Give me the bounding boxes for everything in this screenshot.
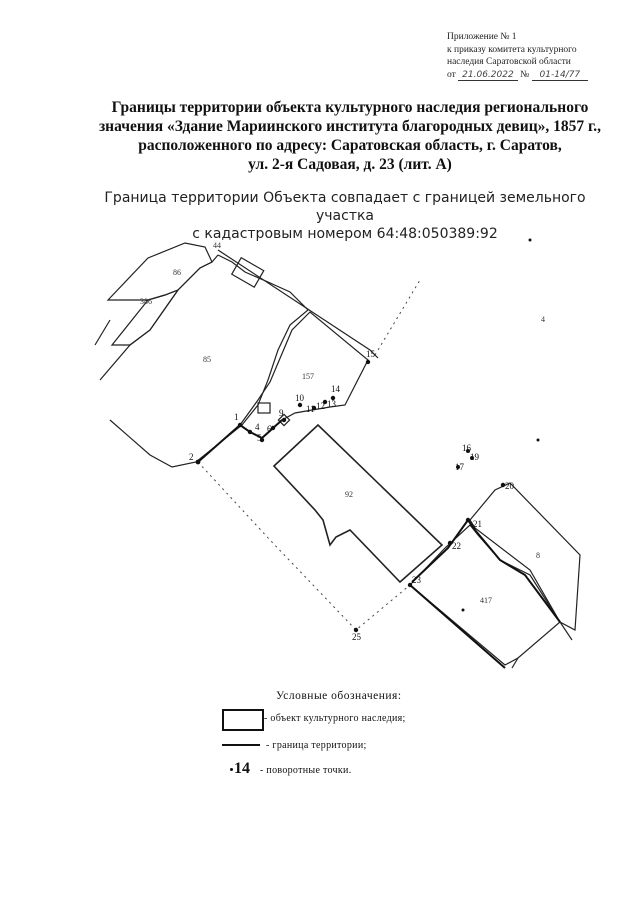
order-number: 01-14/77 <box>539 69 581 80</box>
point-label-15: 15 <box>366 349 375 359</box>
legend-point-symbol <box>230 760 250 778</box>
parcel-boundary-west <box>95 255 218 380</box>
title-line-4: ул. 2-я Садовая, д. 23 (лит. А) <box>248 156 452 173</box>
subtitle-line-1: Граница территории Объекта совпадает с границей земельного участка <box>104 190 586 224</box>
dashed-upper-line <box>375 280 420 355</box>
point-label-22: 22 <box>452 541 461 551</box>
road-line <box>218 250 378 358</box>
turning-point-10 <box>298 403 302 407</box>
appendix-line-2: к приказу комитета культурного <box>447 44 577 55</box>
parcel-label-44: 44 <box>213 241 221 250</box>
legend-object-symbol <box>222 709 264 731</box>
point-label-17: 17 <box>455 462 464 472</box>
map-dot-a <box>529 239 532 242</box>
turning-point-15 <box>366 360 370 364</box>
order-date: 21.06.2022 <box>462 69 514 80</box>
map-dot-b <box>537 439 540 442</box>
point-label-20: 20 <box>505 481 514 491</box>
point-label-25: 25 <box>352 632 361 642</box>
legend-boundary-symbol <box>222 744 260 746</box>
parcel-label-86: 86 <box>173 268 181 277</box>
parcel-label-92: 92 <box>345 490 353 499</box>
point-label-9: 9 <box>279 408 284 418</box>
point-label-19: 19 <box>470 452 479 462</box>
point-label-4: 4 <box>255 422 260 432</box>
point-label-12: 12 <box>316 401 325 411</box>
parcel-outline-8 <box>470 483 580 630</box>
parcel-label-4: 4 <box>541 315 545 324</box>
legend-title: Условные обозначения: <box>276 690 402 702</box>
date-prefix: от <box>447 69 456 80</box>
parcel-label-157: 157 <box>302 372 314 381</box>
point-label-10: 10 <box>295 393 304 403</box>
point-label-16: 16 <box>462 443 471 453</box>
dashed-plot-boundary <box>198 462 410 630</box>
point-label-2: 2 <box>189 452 194 462</box>
legend-boundary-label: - граница территории; <box>266 740 367 751</box>
legend-point-label: - поворотные точки. <box>260 765 352 776</box>
turning-point-9 <box>282 418 286 422</box>
point-label-21: 21 <box>473 519 482 529</box>
map-dot-c <box>462 609 465 612</box>
turning-point-21 <box>466 518 470 522</box>
point-label-14: 14 <box>331 384 340 394</box>
point-label-1: 1 <box>234 412 239 422</box>
subtitle-line-2: с кадастровым номером 64:48:050389:92 <box>192 226 498 242</box>
parcel-outline-417 <box>410 525 560 665</box>
point-label-13: 13 <box>327 399 336 409</box>
turning-point-4 <box>248 430 252 434</box>
number-prefix: № <box>520 69 530 80</box>
building-tiny <box>258 403 270 413</box>
point-label-23: 23 <box>412 575 421 585</box>
point-dot-icon <box>230 768 233 771</box>
point-label-6: 6 <box>267 424 272 434</box>
parcel-label-417: 417 <box>480 596 492 605</box>
legend-point-sample: 14 <box>234 760 250 777</box>
title-line-2: значения «Здание Мариинского института благородных девиц», 1857 г., <box>98 118 602 135</box>
appendix-line-1: Приложение № 1 <box>447 32 517 42</box>
title-line-1: Границы территории объекта культурного наследия регионального <box>111 99 589 116</box>
legend-object-label: - объект культурного наследия; <box>264 713 406 724</box>
parcel-label-8: 8 <box>536 551 540 560</box>
point-label-5: 5 <box>257 433 262 443</box>
parcel-label-85: 85 <box>203 355 211 364</box>
turning-point-2 <box>196 460 201 465</box>
point-label-11: 11 <box>306 404 315 414</box>
heritage-object-outline <box>274 425 442 582</box>
turning-point-1 <box>238 423 242 427</box>
east-boundary <box>512 622 572 668</box>
title-line-3: расположенного по адресу: Саратовская область, г. Саратов, <box>138 137 562 154</box>
appendix-line-3: наследия Саратовской области <box>447 57 571 67</box>
parcel-label-386: 386 <box>140 297 152 306</box>
